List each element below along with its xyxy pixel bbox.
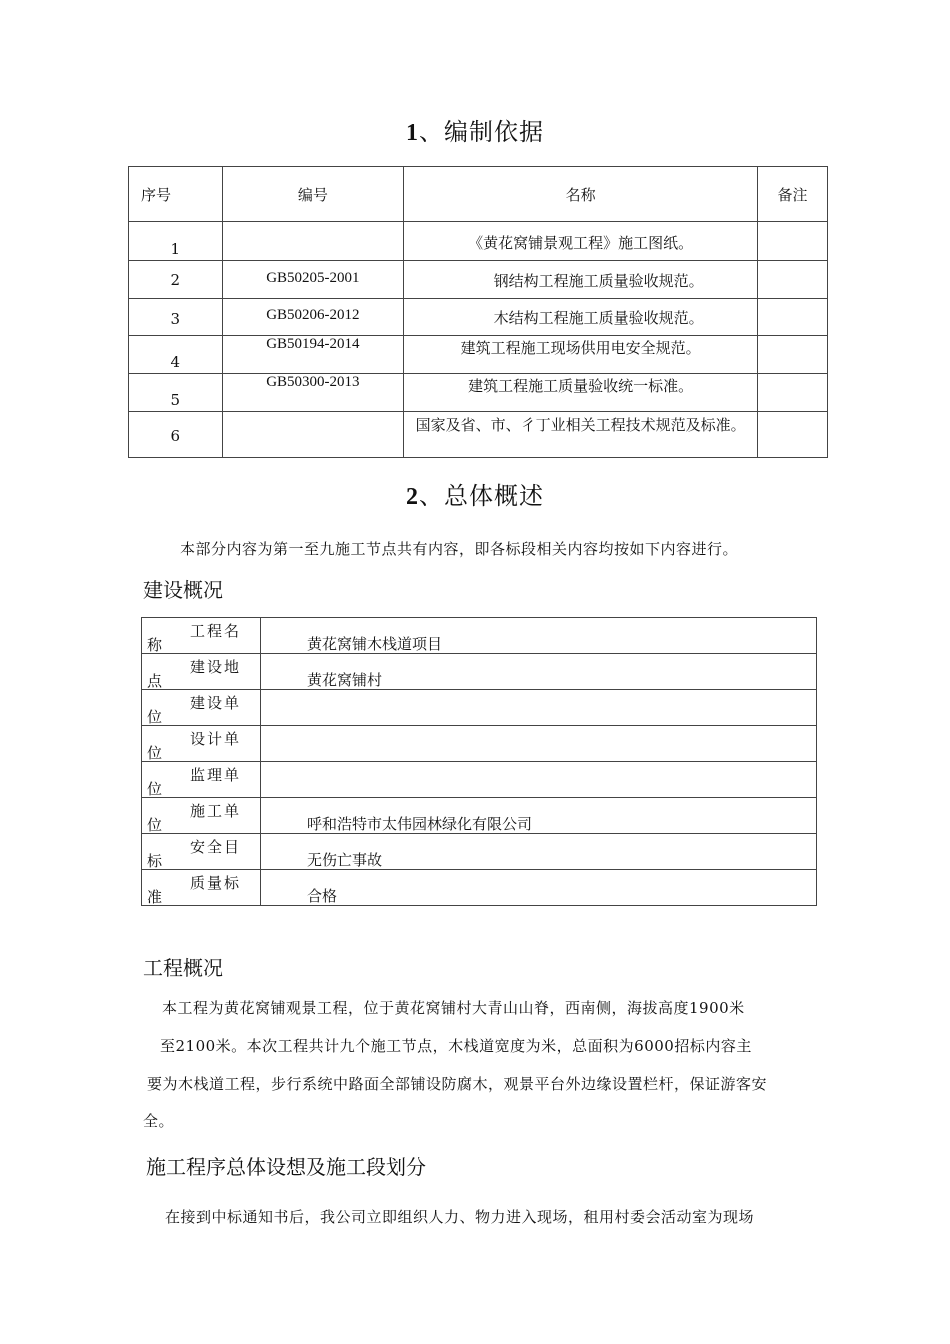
label-bottom: 标 — [147, 852, 163, 870]
table-row — [142, 870, 817, 906]
label-top: 工程名 — [190, 622, 242, 640]
table-row — [129, 222, 828, 261]
row-name: 建筑工程施工质量验收统一标准。 — [468, 377, 694, 395]
overview-value: 呼和浩特市太伟园林绿化有限公司 — [307, 815, 533, 833]
row-seq: 4 — [170, 353, 181, 371]
section-2-title — [0, 476, 950, 511]
project-line-4: 全。 — [143, 1112, 175, 1130]
overview-table — [141, 617, 817, 906]
row-name: 建筑工程施工现场供用电安全规范。 — [460, 339, 701, 357]
label-bottom: 位 — [147, 780, 163, 798]
project-heading: 工程概况 — [143, 956, 223, 980]
overview-value: 黄花窝铺木栈道项目 — [307, 635, 443, 653]
row-name: 国家及省、市、彳丁业相关工程技术规范及标准。 — [415, 416, 746, 434]
label-top: 安全目 — [190, 838, 242, 856]
label-top: 施工单 — [190, 802, 242, 820]
section-1-number: 1 — [406, 120, 419, 146]
project-line-3: 要为木栈道工程，步行系统中路面全部铺设防腐木，观景平台外边缘设置栏杆，保证游客安 — [147, 1075, 768, 1093]
label-top: 设计单 — [190, 730, 242, 748]
table-row — [142, 798, 817, 834]
table-row — [142, 690, 817, 726]
row-code: GB50205-2001 — [266, 270, 360, 286]
row-seq: 1 — [170, 240, 181, 258]
row-seq: 2 — [170, 271, 181, 289]
row-code: GB50206-2012 — [266, 307, 360, 323]
header-code: 编号 — [222, 167, 404, 222]
header-seq: 序号 — [129, 167, 223, 222]
table-row — [142, 834, 817, 870]
intro-paragraph: 本部分内容为第一至九施工节点共有内容，即各标段相关内容均按如下内容进行。 — [180, 540, 739, 558]
table-row — [129, 374, 828, 412]
project-line-1: 本工程为黄花窝铺观景工程，位于黄花窝铺村大青山山脊，西南侧，海拔高度1900米 — [162, 999, 745, 1017]
header-remark: 备注 — [758, 167, 828, 222]
row-code: GB50194-2014 — [266, 336, 360, 352]
basis-header-row — [129, 167, 828, 222]
table-row — [129, 336, 828, 374]
label-bottom: 位 — [147, 708, 163, 726]
row-seq: 6 — [170, 427, 181, 445]
row-code: GB50300-2013 — [266, 374, 360, 390]
label-top: 建设单 — [190, 694, 242, 712]
row-name: 钢结构工程施工质量验收规范。 — [493, 272, 704, 290]
section-1-title — [0, 112, 950, 147]
row-seq: 3 — [170, 310, 181, 328]
label-top: 建设地 — [190, 658, 242, 676]
label-bottom: 点 — [147, 672, 163, 690]
row-name: 《黄花窝铺景观工程》施工图纸。 — [468, 234, 694, 252]
row-remark — [758, 336, 828, 374]
section-1-text: 、编制依据 — [419, 118, 544, 146]
table-row — [129, 261, 828, 299]
row-remark — [758, 374, 828, 412]
section-2-number: 2 — [406, 484, 419, 510]
row-name: 木结构工程施工质量验收规范。 — [493, 309, 704, 327]
plan-heading: 施工程序总体设想及施工段划分 — [146, 1155, 426, 1179]
label-top: 监理单 — [190, 766, 242, 784]
label-bottom: 位 — [147, 744, 163, 762]
label-top: 质量标 — [190, 874, 242, 892]
basis-table — [128, 166, 828, 458]
overview-value: 无伤亡事故 — [307, 851, 383, 869]
row-remark — [758, 261, 828, 299]
table-row — [129, 299, 828, 336]
label-bottom: 称 — [147, 636, 163, 654]
overview-value: 合格 — [307, 887, 338, 905]
row-remark — [758, 299, 828, 336]
header-name: 名称 — [404, 167, 758, 222]
label-bottom: 准 — [147, 888, 163, 906]
build-heading: 建设概况 — [143, 578, 223, 602]
row-remark — [758, 222, 828, 261]
plan-paragraph: 在接到中标通知书后，我公司立即组织人力、物力进入现场，租用村委会活动室为现场 — [165, 1208, 755, 1226]
table-row — [129, 412, 828, 458]
table-row — [142, 726, 817, 762]
row-seq: 5 — [170, 391, 181, 409]
table-row — [142, 618, 817, 654]
label-bottom: 位 — [147, 816, 163, 834]
section-2-text: 、总体概述 — [419, 482, 544, 510]
row-remark — [758, 412, 828, 458]
table-row — [142, 762, 817, 798]
table-row — [142, 654, 817, 690]
overview-value: 黄花窝铺村 — [307, 671, 383, 689]
project-line-2: 至2100米。本次工程共计九个施工节点，木栈道宽度为米，总面积为6000招标内容主 — [160, 1037, 752, 1055]
